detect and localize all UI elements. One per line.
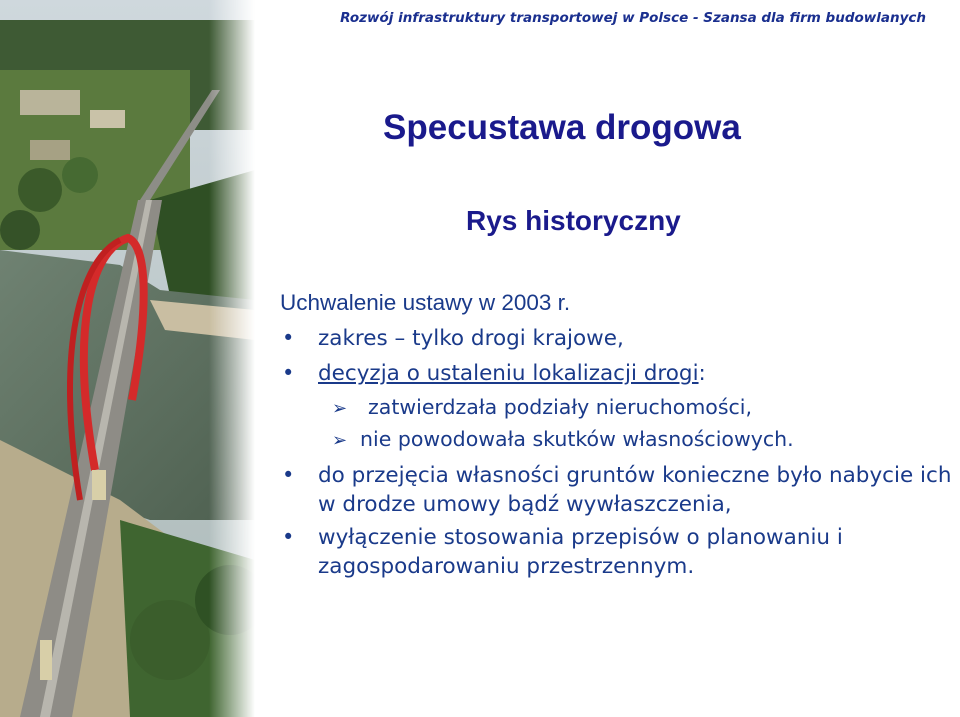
sub-bullet-text: zatwierdzała podziały nieruchomości, xyxy=(368,395,753,419)
bullet-icon: • xyxy=(282,525,295,549)
slide-subtitle: Rys historyczny xyxy=(466,205,681,236)
bullet-text: wyłączenie stosowania przepisów o planowaniu i zagospodarowaniu przestrzennym. xyxy=(318,525,843,579)
bullet-text: zakres – tylko drogi krajowe, xyxy=(318,326,624,351)
header-banner: Rozwój infrastruktury transportowej w Polsce - Szansa dla firm budowlanych xyxy=(340,10,926,26)
underlined-text: decyzja o ustaleniu lokalizacji drogi xyxy=(318,361,699,386)
sub-bullet-item xyxy=(276,425,956,453)
bullet-list xyxy=(276,324,956,581)
bullet-item xyxy=(276,461,956,519)
arrow-bullet-icon: ➢ xyxy=(332,430,348,451)
intro-line: Uchwalenie ustawy w 2003 r. xyxy=(280,290,571,315)
aerial-bridge-photo xyxy=(0,0,255,717)
bullet-text: do przejęcia własności gruntów konieczne było nabycie ich w drodze umowy bądź wywłaszczenia, xyxy=(318,463,952,517)
bullet-item xyxy=(276,359,956,388)
bullet-icon: • xyxy=(282,326,295,350)
bullet-item xyxy=(276,523,956,581)
bullet-suffix: : xyxy=(698,361,706,386)
bullet-icon: • xyxy=(282,361,295,385)
bullet-icon: • xyxy=(282,463,295,487)
slide-title: Specustawa drogowa xyxy=(383,108,741,147)
arrow-bullet-icon: ➢ xyxy=(332,398,348,419)
sub-bullet-text: nie powodowała skutków własnościowych. xyxy=(360,427,794,451)
sub-bullet-item xyxy=(276,393,956,421)
bullet-item xyxy=(276,324,956,353)
